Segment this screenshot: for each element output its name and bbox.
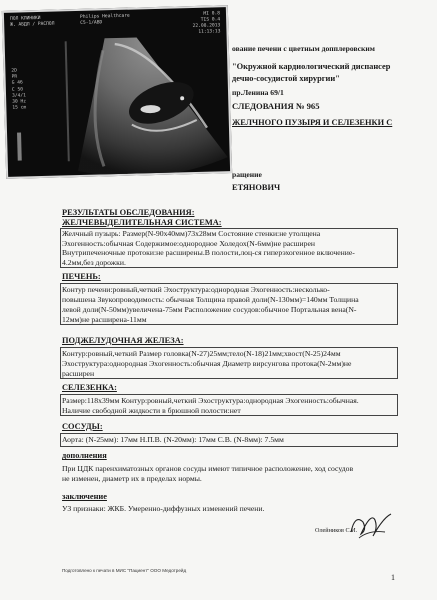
addition-title: дополнения <box>62 451 107 460</box>
results-title: РЕЗУЛЬТАТЫ ОБСЛЕДОВАНИЯ: <box>62 208 195 217</box>
us-header-right-0: MI 0.8 <box>203 11 221 17</box>
conclusion-line: УЗ признаки: ЖКБ. Умеренно-диффузных изменений печени. <box>62 504 265 513</box>
header-line-1: ование печени с цветным допплеровским <box>232 44 375 53</box>
addition-line-2: не изменен, диаметр их в пределах нормы. <box>62 474 202 483</box>
addition-line-1: При ЦДК паренхиматозных органов сосуды имеют типичное расположение, ход сосудов <box>62 464 354 473</box>
us-param: G 46 <box>11 80 23 87</box>
ultrasound-header <box>10 11 221 50</box>
us-param: C 50 <box>11 87 24 93</box>
header-line-2: "Окружной кардиологический диспансер <box>232 62 391 71</box>
signer-name: Олейников С.И. <box>315 527 358 534</box>
us-header-right-2: 22.08.2013 <box>192 23 221 29</box>
vessels-title: СОСУДЫ: <box>62 422 103 431</box>
liver-line-1: Контур печени:ровный,четкий Эхоструктура:однородная Эхогенность:несколько- <box>62 285 330 294</box>
pancreas-line-3: расширен <box>62 369 95 378</box>
us-param: 15 cm <box>12 105 27 111</box>
gallbladder-line-4: 4.2мм,без дорожки. <box>62 257 126 267</box>
us-param: 30 Hz <box>12 99 27 105</box>
ultrasound-photo <box>2 5 232 179</box>
header-line-3: дечно-сосудистой хирургии" <box>232 74 340 83</box>
us-header-right-1: TIS 0.4 <box>200 17 221 23</box>
header-line-4: пр.Ленина 69/1 <box>232 88 284 97</box>
spleen-line-1: Размер:118х39мм Контур:ровный,четкий Эхоструктура:однородная Эхогенность:обычная. <box>62 396 359 405</box>
us-header-center-1: C5-1/ABD <box>80 20 103 26</box>
spleen-title: СЕЛЕЗЕНКА: <box>62 383 117 392</box>
ultrasound-side-params <box>11 68 26 112</box>
page-number: 1 <box>391 573 395 582</box>
signature-drawing <box>345 508 395 542</box>
liver-title: ПЕЧЕНЬ: <box>62 272 101 281</box>
header-line-6: ращение <box>232 170 262 179</box>
liver-line-2: повышена Звукопроводимость: обычная Толщина правой доли(N-130мм)=140мм Толщина <box>62 295 359 304</box>
liver-line-4: 12мм)не расширена-11мм <box>62 315 147 324</box>
conclusion-title: заключение <box>62 492 107 501</box>
us-header-left-1: Ж. АБДЛ / РАСПОЛ <box>10 21 55 28</box>
us-header-right-3: 11:13:13 <box>198 29 221 35</box>
patient-name: ЕТЯНОВИЧ <box>232 183 281 192</box>
us-param: 3/4/1 <box>12 93 26 99</box>
pancreas-line-1: Контур:ровный,четкий Размер головка(N-27)25мм;тело(N-18)21мм;хвост(N-25)24мм <box>62 349 341 358</box>
pancreas-line-2: Эхоструктура:однородная Эхогенность:обычная Диаметр вирсунгова протока(N-2мм)не <box>62 359 352 368</box>
gallbladder-line-1: Желчный пузырь: Размер(N-90х40мм)73х28мм Состояние стенки:не утолщена <box>62 229 321 238</box>
gallbladder-line-3: Внутрипеченочные протоки:не расширены.В полости,лоц-ся гиперэхогенное включение- <box>62 248 355 257</box>
gallbladder-line-2: Эхогенность:обычная Содержимое:однородное Холедох(N-6мм)не расширен <box>62 238 316 248</box>
spleen-line-2: Наличие свободной жидкости в брюшной полости:нет <box>62 406 241 415</box>
pancreas-title: ПОДЖЕЛУДОЧНАЯ ЖЕЛЕЗА: <box>62 336 184 345</box>
us-param: 2D <box>11 68 18 74</box>
vessels-line: Аорта: (N-25мм): 17мм Н.П.В. (N-20мм): 17мм С.В. (N-8мм): 7.5мм <box>62 435 284 444</box>
report-number: СЛЕДОВАНИЯ № 965 <box>232 101 320 111</box>
biliary-system-title: ЖЕЛЧЕВЫДЕЛИТЕЛЬНАЯ СИСТЕМА: <box>62 218 222 227</box>
footer-note: Подготовлено к печати в МИС "Пациент" ООО Медотрейд <box>62 568 187 573</box>
liver-line-3: левой доли(N-50мм)увеличена-75мм Расположение сосудов:обычное Портальная вена(N- <box>62 305 357 314</box>
header-line-5: ЖЕЛЧНОГО ПУЗЫРЯ И СЕЛЕЗЕНКИ С <box>232 118 393 127</box>
us-header-center-0: Philips Healthcare <box>79 13 130 20</box>
us-param: PR <box>11 74 18 80</box>
us-header-left-0: ПОЛ КЛИНИКИ <box>9 15 41 22</box>
